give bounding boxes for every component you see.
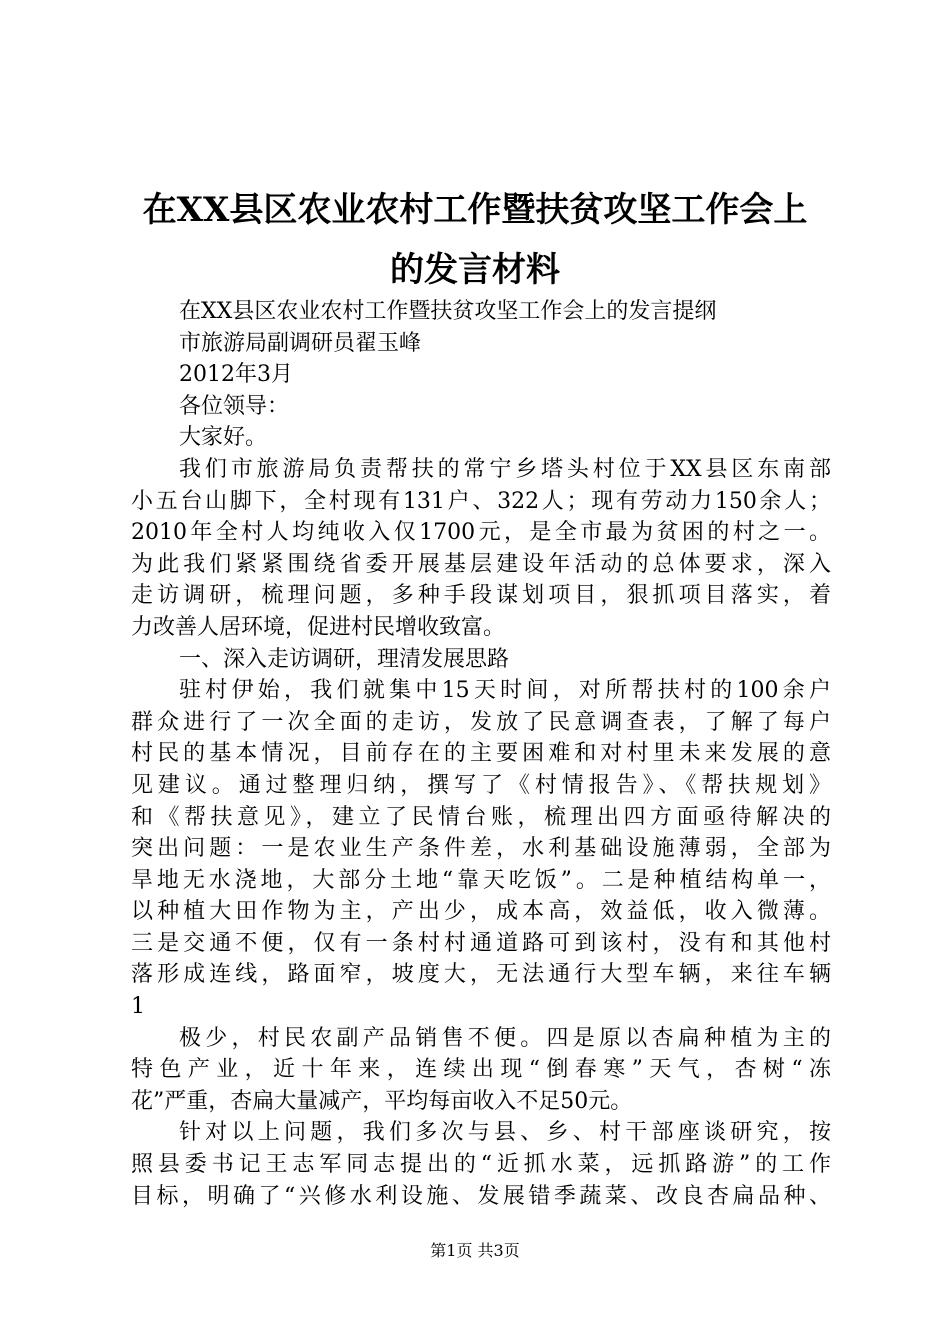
- paragraph-line: 落形成连线，路面窄，坡度大，无法通行大型车辆，来往车辆: [131, 962, 831, 988]
- section-heading: 一、深入走访调研，理清发展思路: [179, 646, 510, 672]
- paragraph-line: 旱地无水浇地，大部分土地“靠天吃饭”。二是种植结构单一，: [131, 867, 831, 893]
- paragraph-line: 三是交通不便，仅有一条村村通道路可到该村，没有和其他村: [131, 930, 831, 956]
- paragraph-line: 村民的基本情况，目前存在的主要困难和对村里未来发展的意: [131, 741, 831, 767]
- paragraph-line: 突出问题：一是农业生产条件差，水利基础设施薄弱，全部为: [131, 836, 831, 862]
- paragraph-line: 力改善人居环境，促进村民增收致富。: [131, 614, 506, 640]
- paragraph-line: 我们市旅游局负责帮扶的常宁乡塔头村位于XX县区东南部: [179, 456, 831, 482]
- paragraph-line: 花”严重，杏扁大量减产，平均每亩收入不足50元。: [131, 1088, 633, 1114]
- document-body: [131, 296, 831, 1212]
- page-footer: 第1页 共3页: [430, 1241, 520, 1260]
- paragraph-line: 特色产业，近十年来，连续出现“倒春寒”天气，杏树“冻: [131, 1057, 831, 1083]
- greeting-line: 大家好。: [179, 425, 268, 451]
- document-title-line-2: 的发言材料: [390, 250, 560, 290]
- paragraph-line: 以种植大田作物为主，产出少，成本高，效益低，收入微薄。: [131, 899, 831, 925]
- paragraph-line: 驻村伊始，我们就集中15天时间，对所帮扶村的100余户: [179, 678, 831, 704]
- paragraph-line: 目标，明确了“兴修水利设施、发展错季蔬菜、改良杏扁品种、: [131, 1183, 831, 1209]
- date-line: 2012年3月: [179, 362, 293, 388]
- paragraph-line: 照县委书记王志军同志提出的“近抓水菜，远抓路游”的工作: [131, 1152, 831, 1178]
- paragraph-line: 和《帮扶意见》，建立了民情台账，梳理出四方面亟待解决的: [131, 804, 831, 830]
- speaker-line: 市旅游局副调研员翟玉峰: [179, 330, 422, 356]
- paragraph-line: 走访调研，梳理问题，多种手段谋划项目，狠抓项目落实，着: [131, 583, 831, 609]
- document-title-line-1: 在XX县区农业农村工作暨扶贫攻坚工作会上: [142, 190, 808, 230]
- paragraph-line: 为此我们紧紧围绕省委开展基层建设年活动的总体要求，深入: [131, 551, 831, 577]
- salutation-line: 各位领导：: [179, 393, 290, 419]
- paragraph-line: 小五台山脚下，全村现有131户、322人；现有劳动力150余人；: [131, 488, 831, 514]
- paragraph-line: 见建议。通过整理归纳，撰写了《村情报告》、《帮扶规划》: [131, 772, 831, 798]
- page-number-marker: 1: [131, 994, 145, 1020]
- paragraph-line: 2010年全村人均纯收入仅1700元，是全市最为贫困的村之一。: [131, 520, 831, 546]
- outline-title: 在XX县区农业农村工作暨扶贫攻坚工作会上的发言提纲: [179, 299, 717, 324]
- paragraph-line: 针对以上问题，我们多次与县、乡、村干部座谈研究，按: [179, 1120, 831, 1146]
- paragraph-line: 极少，村民农副产品销售不便。四是原以杏扁种植为主的: [179, 1025, 831, 1051]
- paragraph-line: 群众进行了一次全面的走访，发放了民意调查表，了解了每户: [131, 709, 831, 735]
